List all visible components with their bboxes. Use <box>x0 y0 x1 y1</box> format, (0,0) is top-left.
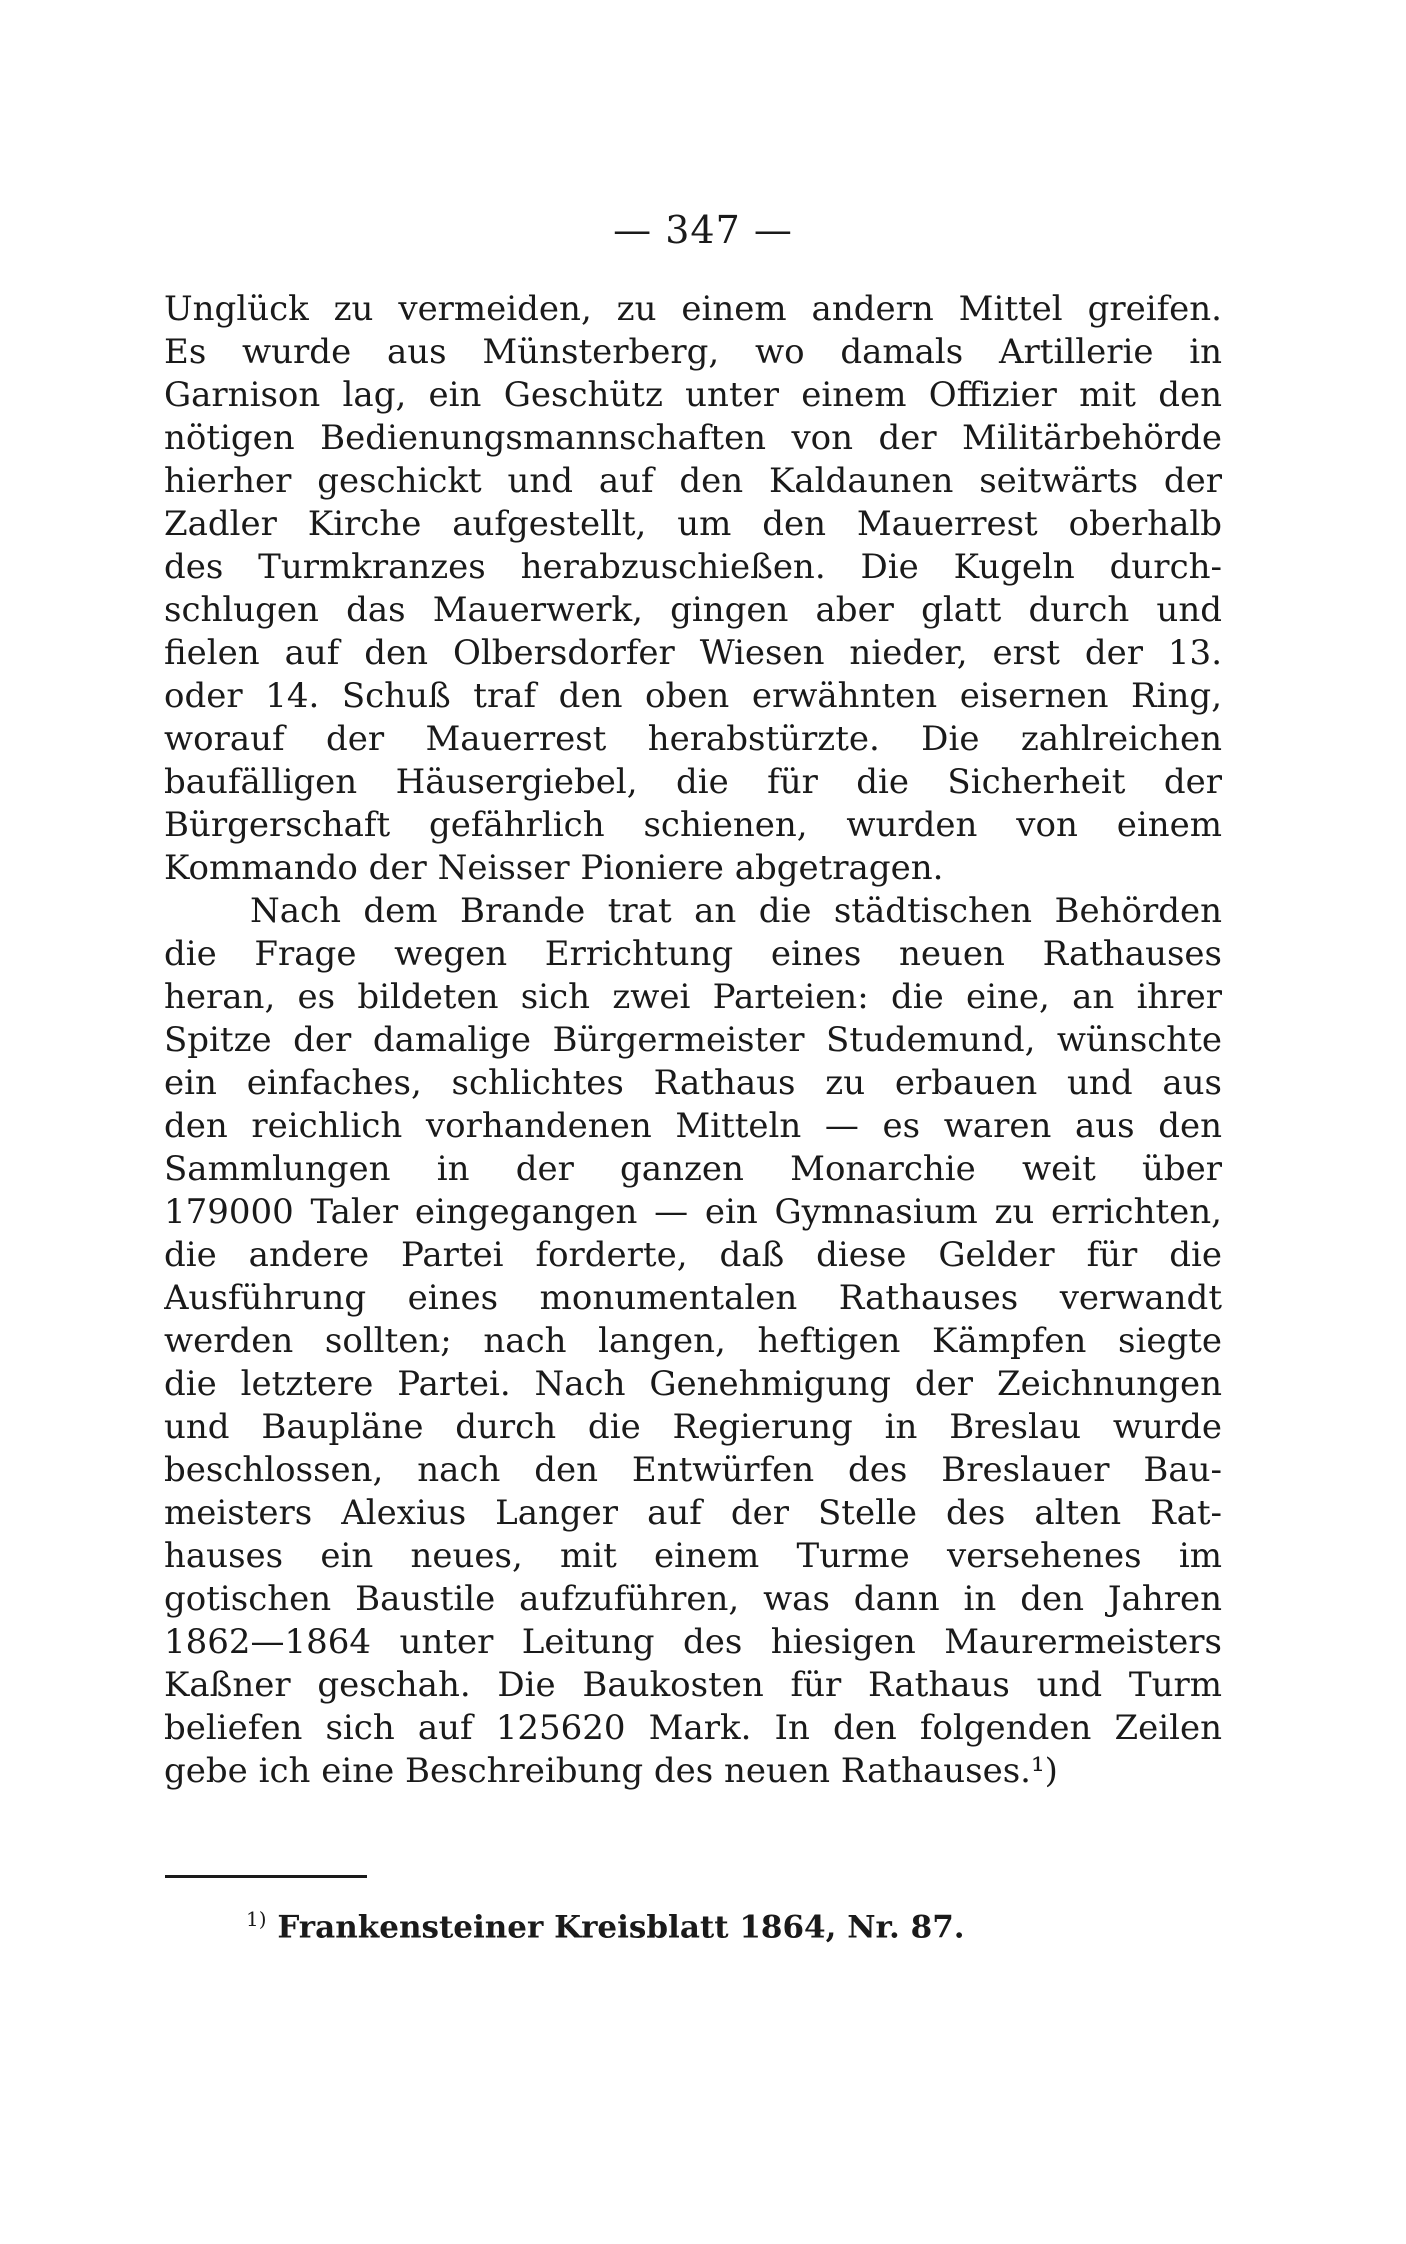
text-line: und Baupläne durch die Regierung in Breslau wurde <box>164 1407 1222 1447</box>
page-number: — 347 — <box>613 208 793 252</box>
text-line: ein einfaches, schlichtes Rathaus zu erbauen und aus <box>164 1063 1222 1103</box>
footnote <box>246 1907 965 1945</box>
text-line: 179000 Taler eingegangen — ein Gymnasium zu errichten, <box>164 1192 1222 1232</box>
footnote-divider <box>165 1875 367 1878</box>
text-line: des Turmkranzes herabzuschießen. Die Kugeln durch- <box>164 547 1222 587</box>
footnote-text: Frankensteiner Kreisblatt 1864, Nr. 87. <box>277 1909 965 1946</box>
text-line: Nach dem Brande trat an die städtischen Behörden <box>250 891 1222 931</box>
text-line: Zadler Kirche aufgestellt, um den Mauerrest oberhalb <box>164 504 1222 544</box>
text-line: die andere Partei forderte, daß diese Gelder für die <box>164 1235 1222 1275</box>
body-text <box>164 288 1222 1793</box>
text-line: nötigen Bedienungsmannschaften von der Militärbehörde <box>164 418 1222 458</box>
text-line: Kommando der Neisser Pioniere abgetragen. <box>164 848 944 888</box>
text-line: 1862—1864 unter Leitung des hiesigen Maurermeisters <box>164 1622 1222 1662</box>
text-line: baufälligen Häusergiebel, die für die Sicherheit der <box>164 762 1222 802</box>
text-line: beliefen sich auf 125620 Mark. In den folgenden Zeilen <box>164 1708 1222 1748</box>
text-line: gebe ich eine Beschreibung des neuen Rathauses.¹) <box>164 1751 1058 1791</box>
text-line: heran, es bildeten sich zwei Parteien: die eine, an ihrer <box>164 977 1222 1017</box>
text-line: beschlossen, nach den Entwürfen des Breslauer Bau- <box>164 1450 1222 1490</box>
text-line: meisters Alexius Langer auf der Stelle des alten Rat- <box>164 1493 1222 1533</box>
text-line: die letztere Partei. Nach Genehmigung der Zeichnungen <box>164 1364 1222 1404</box>
text-line: Unglück zu vermeiden, zu einem andern Mittel greifen. <box>164 289 1222 329</box>
text-line: Ausführung eines monumentalen Rathauses verwandt <box>164 1278 1222 1318</box>
text-line: die Frage wegen Errichtung eines neuen Rathauses <box>164 934 1222 974</box>
text-line: gotischen Baustile aufzuführen, was dann in den Jahren <box>164 1579 1222 1619</box>
text-line: schlugen das Mauerwerk, gingen aber glatt durch und <box>164 590 1222 630</box>
text-line: hauses ein neues, mit einem Turme versehenes im <box>164 1536 1222 1576</box>
text-line: fielen auf den Olbersdorfer Wiesen nieder, erst der 13. <box>164 633 1222 673</box>
text-line: den reichlich vorhandenen Mitteln — es waren aus den <box>164 1106 1222 1146</box>
text-line: worauf der Mauerrest herabstürzte. Die zahlreichen <box>164 719 1222 759</box>
text-line: Es wurde aus Münsterberg, wo damals Artillerie in <box>164 332 1222 372</box>
footnote-marker: 1) <box>246 1907 267 1931</box>
text-line: werden sollten; nach langen, heftigen Kämpfen siegte <box>164 1321 1222 1361</box>
text-line: Kaßner geschah. Die Baukosten für Rathaus und Turm <box>164 1665 1222 1705</box>
text-line: hierher geschickt und auf den Kaldaunen seitwärts der <box>164 461 1222 501</box>
text-line: Spitze der damalige Bürgermeister Studemund, wünschte <box>164 1020 1222 1060</box>
text-line: Sammlungen in der ganzen Monarchie weit über <box>164 1149 1222 1189</box>
text-line: oder 14. Schuß traf den oben erwähnten eisernen Ring, <box>164 676 1222 716</box>
text-line: Garnison lag, ein Geschütz unter einem Offizier mit den <box>164 375 1222 415</box>
text-line: Bürgerschaft gefährlich schienen, wurden von einem <box>164 805 1222 845</box>
